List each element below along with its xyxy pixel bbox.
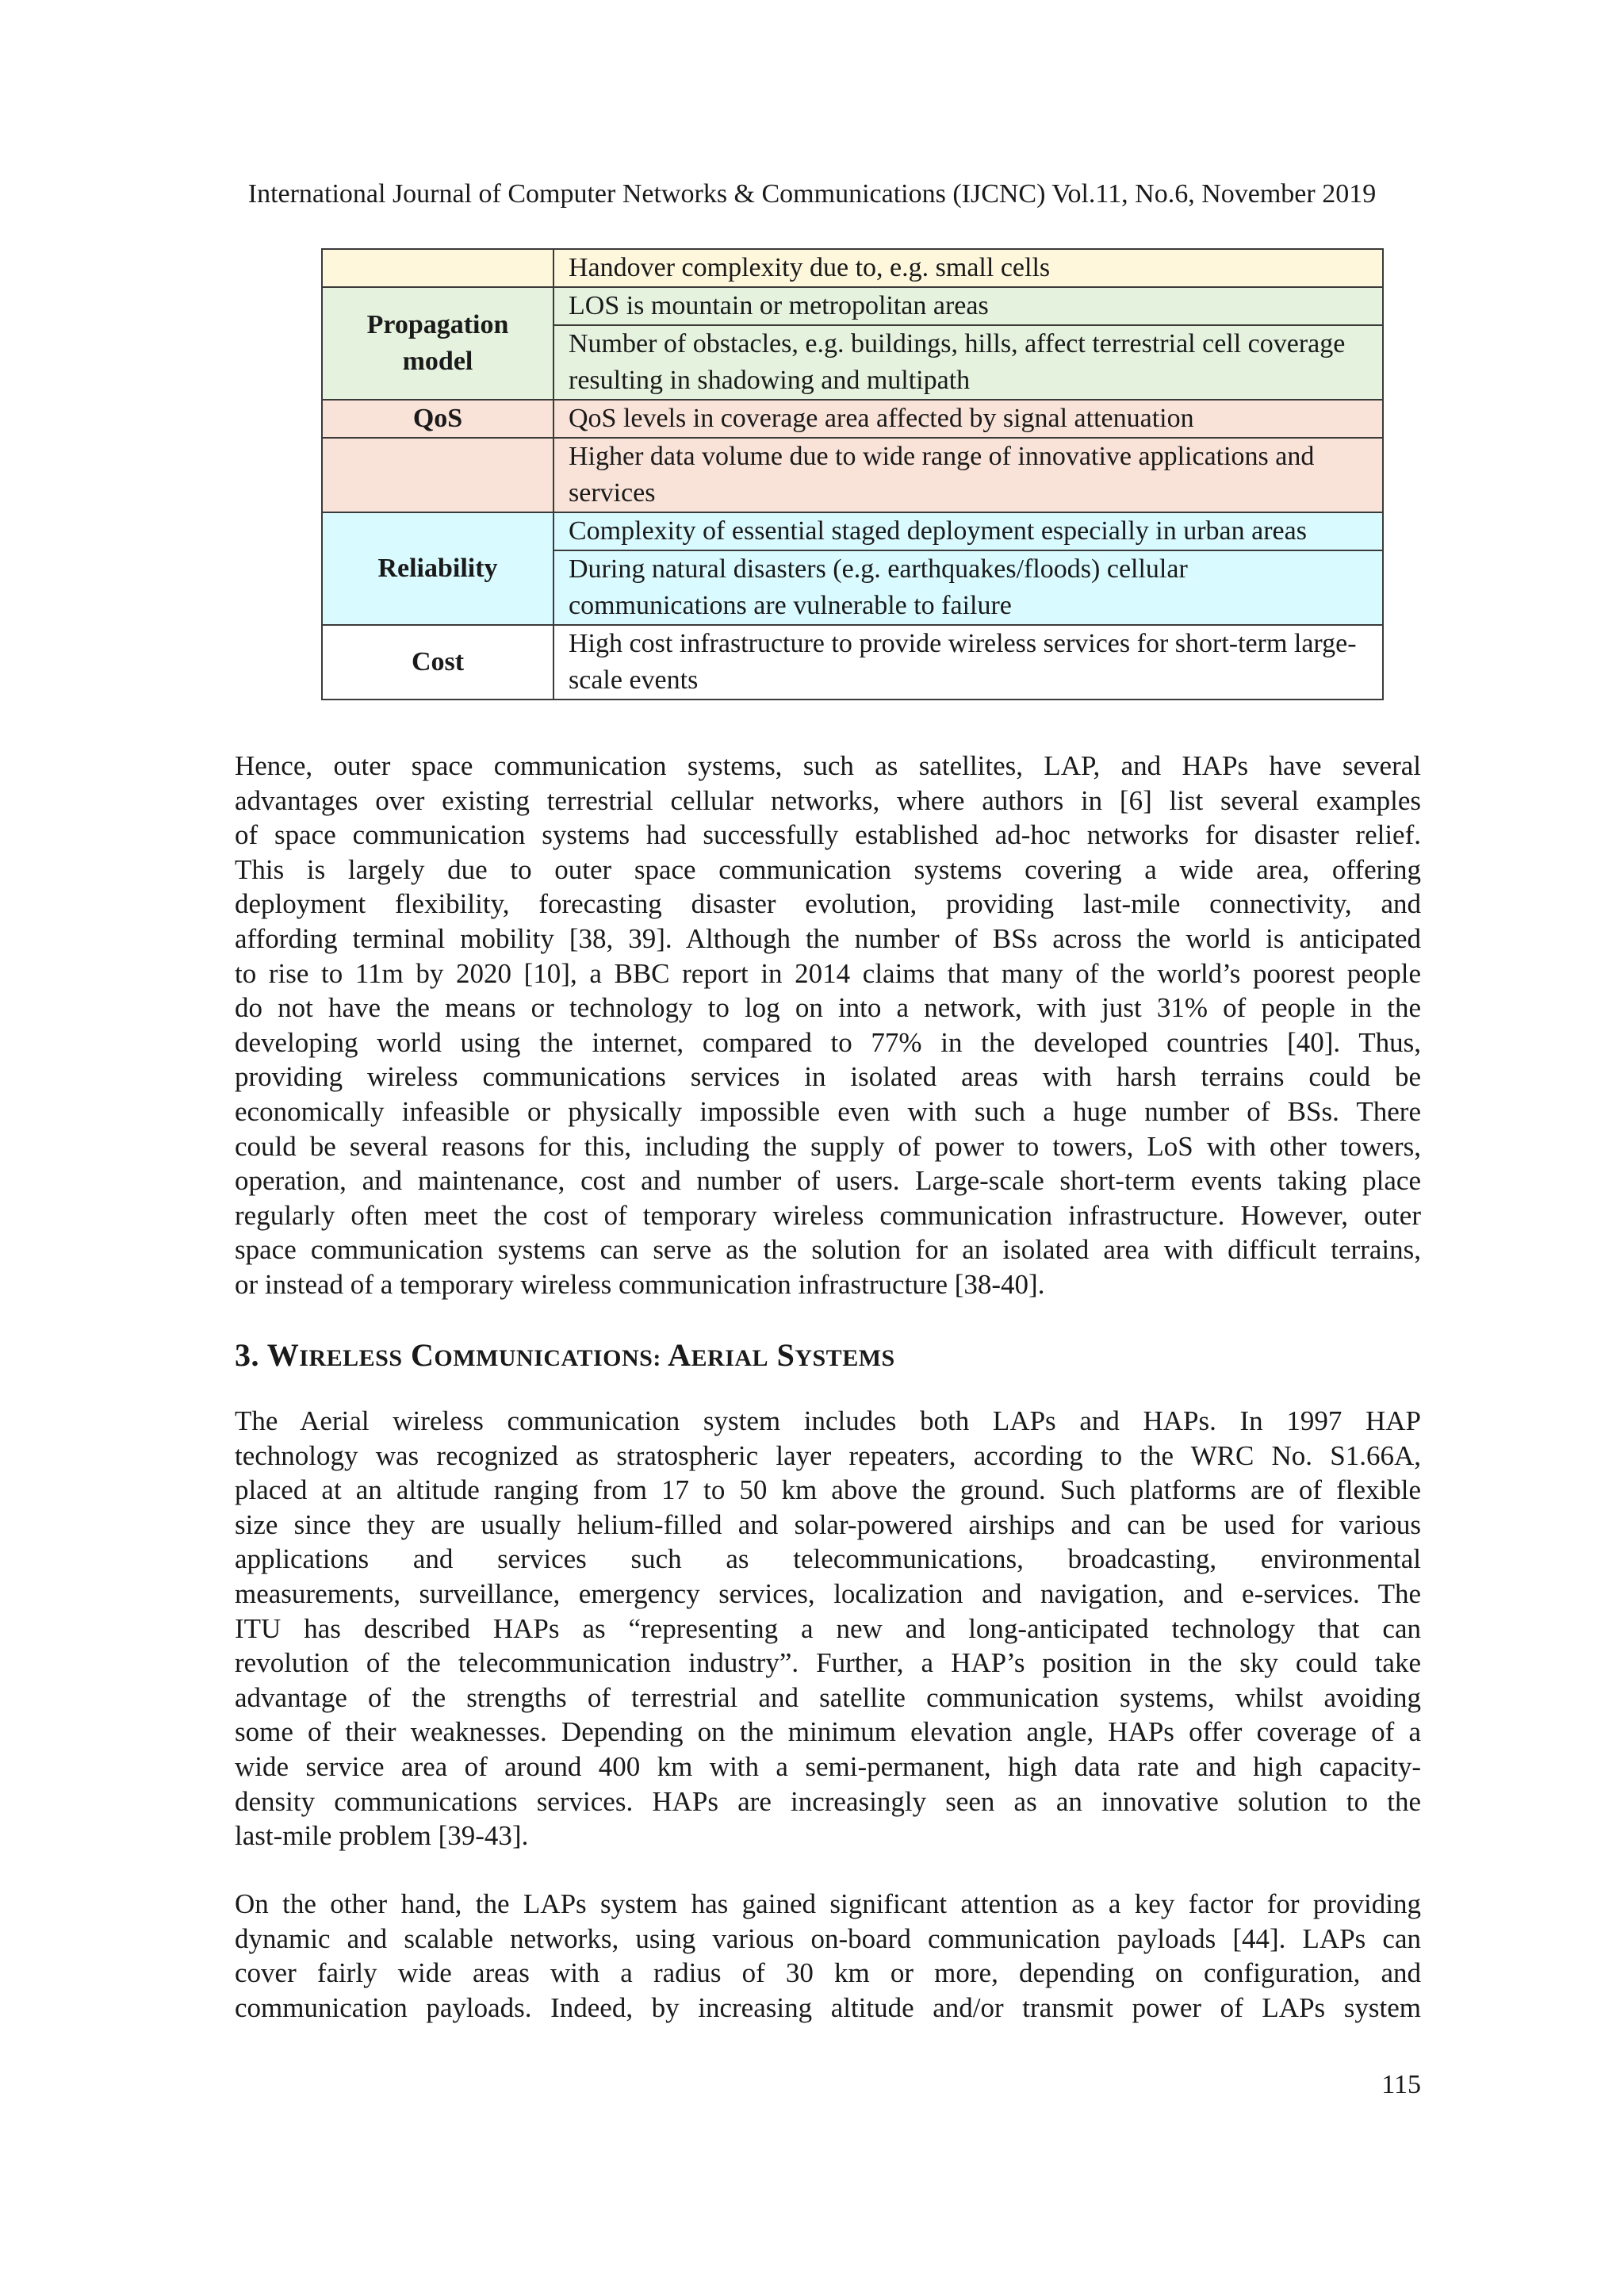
table-category-cell: Reliability <box>322 512 553 625</box>
table-row <box>322 400 1383 438</box>
table-description-cell: During natural disasters (e.g. earthquakes/floods) cellular communications are vulnerable to failure <box>553 550 1383 625</box>
text-line: affording terminal mobility [38, 39]. Although the number of BSs across the world is anticipated <box>235 922 1421 954</box>
text-line: some of their weaknesses. Depending on the minimum elevation angle, HAPs offer coverage of a <box>235 1716 1421 1748</box>
heading-word: COMMUNICATIONS: <box>411 1337 661 1373</box>
text-line: size since they are usually helium-filled and solar-powered airships and can be used for various <box>235 1508 1421 1540</box>
table-category-cell <box>322 438 553 512</box>
table-category-cell: QoS <box>322 400 553 438</box>
heading-word: AERIAL <box>668 1337 769 1373</box>
text-line: applications and services such as telecommunications, broadcasting, environmental <box>235 1543 1421 1575</box>
table-description-cell: Number of obstacles, e.g. buildings, hills, affect terrestrial cell coverage resulting in shadowing and multipath <box>553 325 1383 400</box>
text-line: or instead of a temporary wireless communication infrastructure [38-40]. <box>235 1268 1045 1300</box>
section-heading <box>235 1336 895 1374</box>
text-line: regularly often meet the cost of temporary wireless communication infrastructure. However, outer <box>235 1199 1421 1231</box>
table-category-cell: Propagation model <box>322 287 553 400</box>
text-line: of space communication systems had successfully established ad-hoc networks for disaster relief. <box>235 819 1421 851</box>
table-row <box>322 512 1383 550</box>
text-line: could be several reasons for this, including the supply of power to towers, LoS with other towers, <box>235 1130 1421 1162</box>
page-number: 115 <box>1381 2070 1421 2099</box>
text-line: advantage of the strengths of terrestrial and satellite communication systems, whilst avoiding <box>235 1681 1421 1713</box>
text-line: technology was recognized as stratospheric layer repeaters, according to the WRC No. S1.66A, <box>235 1439 1421 1471</box>
text-line: developing world using the internet, compared to 77% in the developed countries [40]. Thus, <box>235 1026 1421 1058</box>
section-number: 3. <box>235 1337 259 1373</box>
text-line: advantages over existing terrestrial cellular networks, where authors in [6] list several examples <box>235 784 1421 816</box>
text-line: This is largely due to outer space communication systems covering a wide area, offering <box>235 853 1421 885</box>
table-description-cell: LOS is mountain or metropolitan areas <box>553 287 1383 325</box>
text-line: wide service area of around 400 km with a semi-permanent, high data rate and high capacity- <box>235 1750 1421 1782</box>
table-row <box>322 438 1383 512</box>
text-line: revolution of the telecommunication industry”. Further, a HAP’s position in the sky could take <box>235 1647 1421 1679</box>
body-paragraph-3 <box>235 1887 1421 2025</box>
text-line: The Aerial wireless communication system includes both LAPs and HAPs. In 1997 HAP <box>235 1405 1421 1436</box>
table-description-cell: High cost infrastructure to provide wireless services for short-term large-scale events <box>553 625 1383 700</box>
text-line: last-mile problem [39-43]. <box>235 1820 529 1852</box>
text-line: to rise to 11m by 2020 [10], a BBC report in 2014 claims that many of the world’s poorest people <box>235 957 1421 989</box>
body-paragraph-1 <box>235 749 1421 1302</box>
text-line: do not have the means or technology to log on into a network, with just 31% of people in the <box>235 992 1421 1024</box>
text-line: economically infeasible or physically impossible even with such a huge number of BSs. There <box>235 1095 1421 1127</box>
text-line: density communications services. HAPs are increasingly seen as an innovative solution to the <box>235 1785 1421 1817</box>
text-line: cover fairly wide areas with a radius of 30 km or more, depending on configuration, and <box>235 1957 1421 1989</box>
running-header: International Journal of Computer Networks & Communications (IJCNC) Vol.11, No.6, November 2019 <box>247 179 1377 209</box>
table-description-cell: Higher data volume due to wide range of innovative applications and services <box>553 438 1383 512</box>
text-line: On the other hand, the LAPs system has gained significant attention as a key factor for providing <box>235 1888 1421 1919</box>
table-row <box>322 625 1383 700</box>
body-paragraph-2 <box>235 1404 1421 1853</box>
table-category-cell <box>322 249 553 287</box>
text-line: measurements, surveillance, emergency services, localization and navigation, and e-services. The <box>235 1577 1421 1609</box>
text-line: deployment flexibility, forecasting disaster evolution, providing last-mile connectivity, and <box>235 888 1421 920</box>
text-line: Hence, outer space communication systems, such as satellites, LAP, and HAPs have several <box>235 750 1421 781</box>
table-description-cell: Complexity of essential staged deployment especially in urban areas <box>553 512 1383 550</box>
table-row <box>322 287 1383 325</box>
text-line: space communication systems can serve as the solution for an isolated area with difficult terrains, <box>235 1234 1421 1266</box>
table-category-cell: Cost <box>322 625 553 700</box>
text-line: communication payloads. Indeed, by increasing altitude and/or transmit power of LAPs system <box>235 1991 1421 2023</box>
text-line: providing wireless communications services in isolated areas with harsh terrains could be <box>235 1061 1421 1093</box>
text-line: ITU has described HAPs as “representing a new and long-anticipated technology that can <box>235 1612 1421 1644</box>
heading-word: WIRELESS <box>266 1337 403 1373</box>
table-row <box>322 249 1383 287</box>
challenges-table <box>321 248 1384 700</box>
text-line: placed at an altitude ranging from 17 to 50 km above the ground. Such platforms are of flexible <box>235 1474 1421 1506</box>
text-line: dynamic and scalable networks, using various on-board communication payloads [44]. LAPs can <box>235 1922 1421 1954</box>
text-line: operation, and maintenance, cost and number of users. Large-scale short-term events taking place <box>235 1165 1421 1197</box>
heading-word: SYSTEMS <box>776 1337 895 1373</box>
table-description-cell: Handover complexity due to, e.g. small cells <box>553 249 1383 287</box>
table-description-cell: QoS levels in coverage area affected by signal attenuation <box>553 400 1383 438</box>
